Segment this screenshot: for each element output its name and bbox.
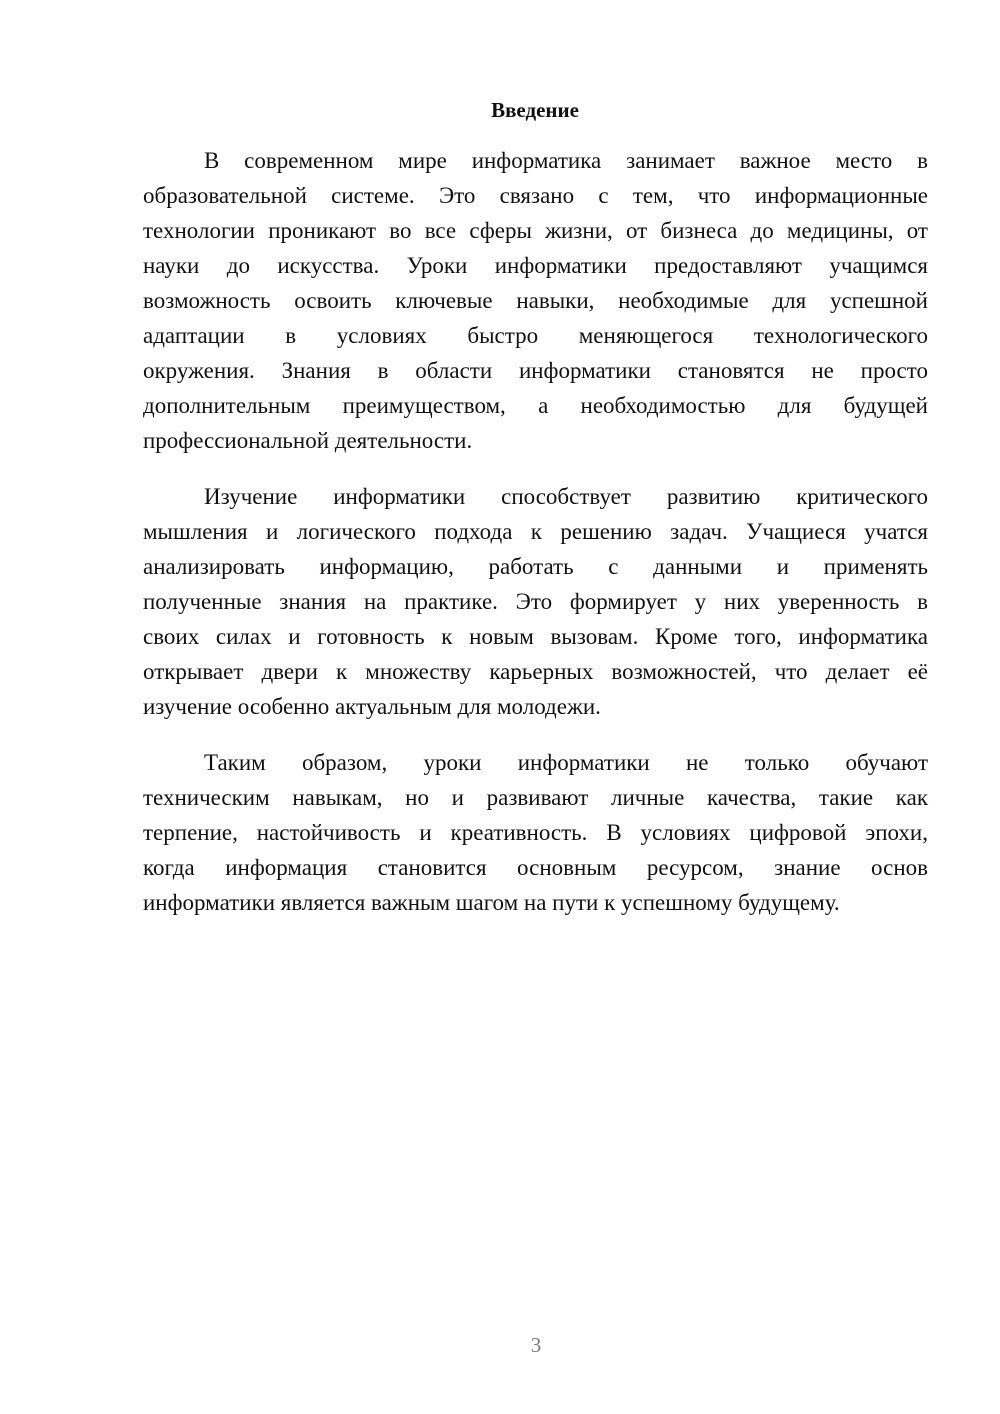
- text-line: открывает двери к множеству карьерных возможностей, что делает её: [143, 659, 928, 684]
- text-line: В современном мире информатика занимает важное место в: [204, 148, 928, 173]
- text-line: мышления и логического подхода к решению задач. Учащиеся учатся: [143, 519, 928, 544]
- text-line: возможность освоить ключевые навыки, необходимые для успешной: [143, 288, 928, 313]
- text-line: науки до искусства. Уроки информатики предоставляют учащимся: [143, 253, 928, 278]
- paragraph: [143, 143, 928, 458]
- text-line: техническим навыкам, но и развивают личные качества, такие как: [143, 785, 928, 810]
- document-body: [143, 143, 928, 941]
- text-line: Изучение информатики способствует развитию критического: [204, 484, 928, 509]
- text-line: Таким образом, уроки информатики не только обучают: [204, 750, 928, 775]
- text-line: образовательной системе. Это связано с тем, что информационные: [143, 183, 928, 208]
- text-line: изучение особенно актуальным для молодежи.: [143, 694, 601, 719]
- text-line: когда информация становится основным ресурсом, знание основ: [143, 855, 928, 880]
- text-line: полученные знания на практике. Это формирует у них уверенность в: [143, 589, 928, 614]
- paragraph: [143, 745, 928, 920]
- text-line: анализировать информацию, работать с данными и применять: [143, 554, 928, 579]
- text-line: терпение, настойчивость и креативность. В условиях цифровой эпохи,: [143, 820, 928, 845]
- text-line: своих силах и готовность к новым вызовам. Кроме того, информатика: [143, 624, 928, 649]
- text-line: дополнительным преимуществом, а необходимостью для будущей: [143, 393, 928, 418]
- text-line: окружения. Знания в области информатики становятся не просто: [143, 358, 928, 383]
- page-number: 3: [530, 1333, 542, 1357]
- text-line: информатики является важным шагом на пути к успешному будущему.: [143, 890, 840, 915]
- text-line: профессиональной деятельности.: [143, 428, 473, 453]
- section-heading: Введение: [491, 98, 579, 122]
- paragraph: [143, 479, 928, 724]
- text-line: технологии проникают во все сферы жизни, от бизнеса до медицины, от: [143, 218, 928, 243]
- text-line: адаптации в условиях быстро меняющегося технологического: [143, 323, 928, 348]
